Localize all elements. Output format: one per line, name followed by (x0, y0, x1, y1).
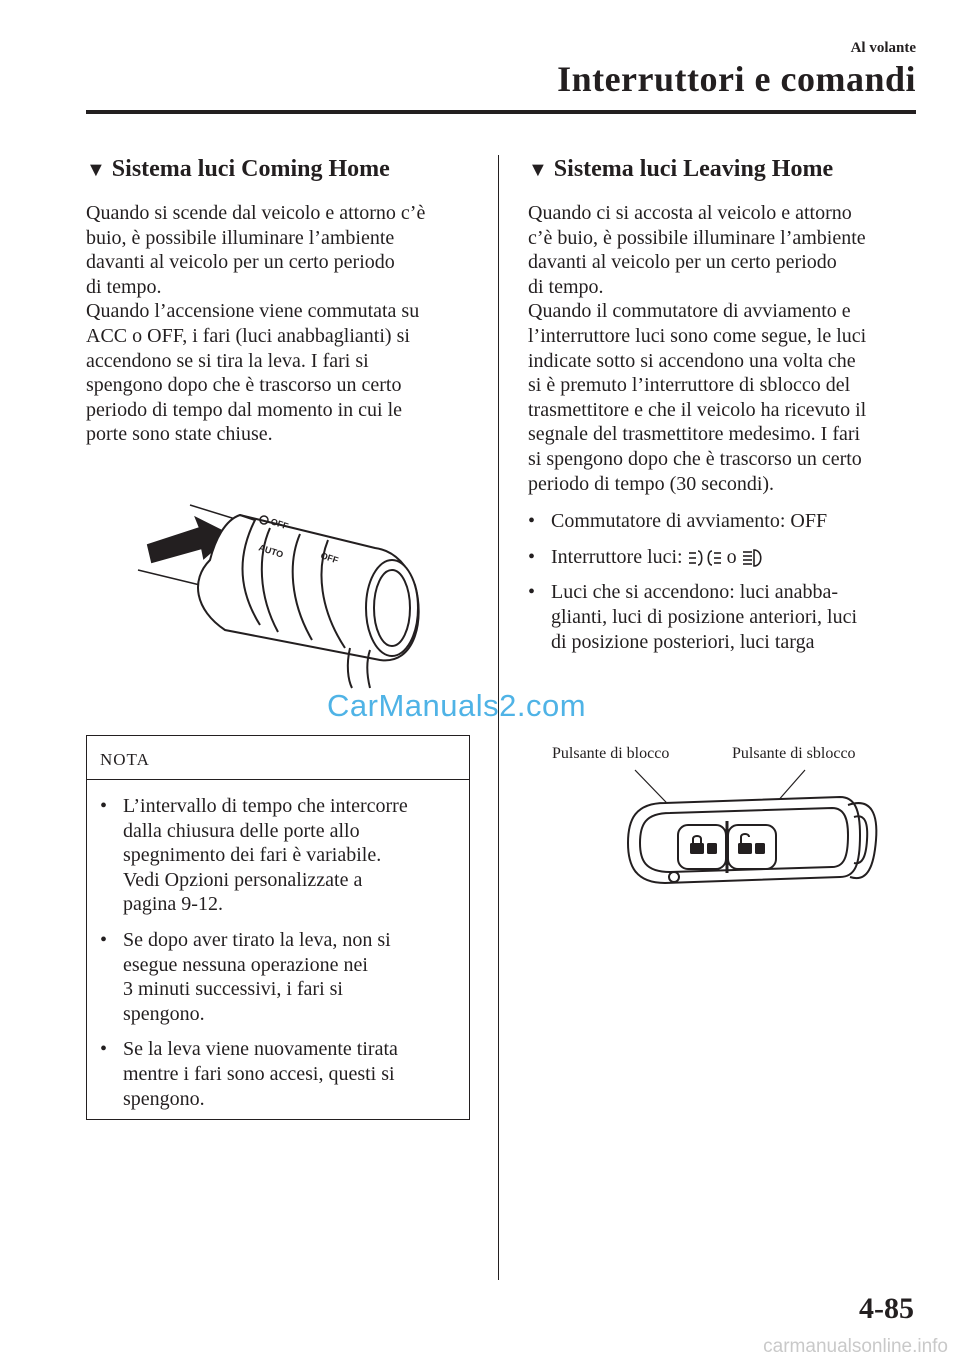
nota-box (86, 735, 470, 1120)
paragraph-line: ACC o OFF, i fari (luci anabbaglianti) si (86, 324, 410, 347)
coming-home-heading (86, 156, 486, 183)
bullet-line: 3 minuti successivi, i fari si (123, 978, 343, 1001)
footer-watermark: carmanualsonline.info (763, 1336, 948, 1357)
headlight-stalk-illustration (130, 490, 450, 690)
heading-marker: ▼ (86, 159, 106, 181)
paragraph-line: c’è buio, è possibile illuminare l’ambiente (528, 226, 866, 249)
section-title: Interruttori e comandi (557, 59, 916, 99)
bullet-line: glianti, luci di posizione anteriori, luci (551, 605, 858, 628)
bullet-line: esegue nessuna operazione nei (123, 953, 368, 976)
nota-bullet (100, 928, 459, 1026)
bullet-line: spengono. (123, 1087, 205, 1110)
paragraph-line: accendono se si tira la leva. I fari si (86, 349, 369, 372)
paragraph-line: trasmettitore e che il veicolo ha ricevuto il (528, 398, 867, 421)
paragraph-line: si è premuto l’interruttore di sblocco del (528, 374, 851, 397)
paragraph-line: l’interruttore luci sono come segue, le luci (528, 324, 867, 347)
paragraph-line: indicate sotto si accendono una volta che (528, 349, 856, 372)
stalk-label-off2: OFF (319, 550, 340, 566)
key-fob-illustration (610, 765, 890, 915)
paragraph-line: porte sono state chiuse. (86, 423, 273, 446)
section-subtitle: Al volante (850, 40, 916, 56)
bullet-marker: • (100, 928, 108, 951)
paragraph-line: periodo di tempo dal momento in cui le (86, 398, 403, 421)
lock-button-label: Pulsante di blocco (552, 745, 670, 762)
leaving-home-heading (528, 156, 928, 183)
bullet-line: Se la leva viene nuovamente tirata (123, 1038, 398, 1061)
condition-bullet (528, 545, 928, 570)
coming-home-heading-text: Sistema luci Coming Home (111, 156, 390, 182)
paragraph-line: di tempo. (86, 275, 162, 298)
paragraph-line: davanti al veicolo per un certo periodo (86, 251, 395, 274)
nota-bullet (100, 794, 459, 917)
conditions-list (528, 509, 928, 654)
header-rule (86, 110, 916, 114)
paragraph-line: periodo di tempo (30 secondi). (528, 472, 775, 495)
paragraph-line: si spengono dopo che è trascorso un certo (528, 447, 862, 470)
right-column (528, 156, 928, 665)
stalk-label-auto: AUTO (257, 542, 285, 560)
condition-bullet (528, 580, 928, 654)
bullet-marker: • (528, 545, 536, 568)
parking-lights-icon (688, 549, 722, 567)
bullet-line: pagina 9-12. (123, 893, 223, 916)
bullet-line: L’intervallo di tempo che intercorre (123, 795, 408, 817)
bullet-line: di posizione posteriori, luci targa (551, 630, 815, 653)
paragraph-line: segnale del trasmettitore medesimo. I fari (528, 423, 861, 446)
paragraph-line: Quando ci si accosta al veicolo e attorno (528, 202, 852, 224)
leaving-home-paragraph (528, 201, 928, 496)
paragraph-line: Quando si scende dal veicolo e attorno c’è (86, 202, 426, 224)
bullet-line: Luci che si accendono: luci anabba- (551, 581, 839, 604)
heading-marker: ▼ (528, 159, 548, 181)
bullet-marker: • (528, 510, 536, 533)
bullet-line: spengono. (123, 1002, 205, 1025)
bullet-or: o (726, 545, 737, 568)
paragraph-line: Quando l’accensione viene commutata su (86, 300, 420, 323)
coming-home-paragraph (86, 201, 486, 447)
nota-bullet (100, 1037, 459, 1111)
bullet-line: spegnimento dei fari è variabile. (123, 844, 382, 867)
bullet-marker: • (100, 1038, 108, 1061)
paragraph-line: buio, è possibile illuminare l’ambiente (86, 226, 395, 249)
nota-body (87, 780, 469, 1111)
bullet-line: mentre i fari sono accesi, questi si (123, 1062, 395, 1085)
bullet-text: Interruttore luci: (551, 545, 683, 568)
stalk-label-off1: OFF (269, 516, 290, 532)
bullet-line: dalla chiusura delle porte allo (123, 819, 360, 842)
bullet-line: Vedi Opzioni personalizzate a (123, 868, 363, 891)
paragraph-line: di tempo. (528, 275, 604, 298)
paragraph-line: spengono dopo che è trascorso un certo (86, 374, 402, 397)
page-number: 4-85 (859, 1292, 914, 1325)
bullet-marker: • (100, 795, 108, 817)
bullet-marker: • (528, 581, 536, 604)
bullet-text: Commutatore di avviamento: OFF (551, 510, 828, 533)
watermark: CarManuals2.com (327, 688, 587, 723)
headlights-icon (742, 549, 764, 567)
condition-bullet (528, 509, 928, 534)
leaving-home-heading-text: Sistema luci Leaving Home (553, 156, 834, 182)
bullet-line: Se dopo aver tirato la leva, non si (123, 928, 391, 951)
nota-title: NOTA (87, 736, 469, 780)
paragraph-line: davanti al veicolo per un certo periodo (528, 251, 837, 274)
paragraph-line: Quando il commutatore di avviamento e (528, 300, 851, 323)
unlock-button-label: Pulsante di sblocco (732, 745, 856, 762)
left-column (86, 156, 486, 447)
